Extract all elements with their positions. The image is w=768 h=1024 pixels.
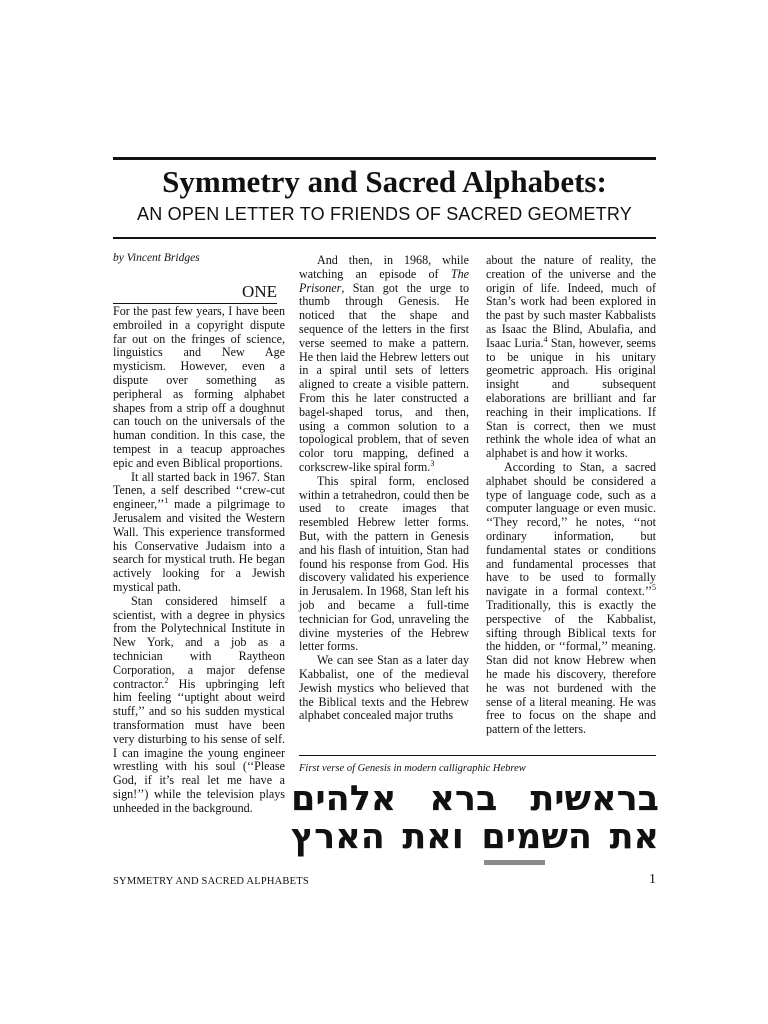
- column-3: [486, 254, 656, 737]
- column-2: [299, 254, 469, 723]
- article-subtitle: AN OPEN LETTER TO FRIENDS OF SACRED GEOMETRY: [137, 204, 632, 224]
- decorative-bar: [484, 860, 545, 865]
- running-footer: SYMMETRY AND SACRED ALPHABETS: [113, 876, 309, 887]
- footnote-ref: 1: [164, 496, 169, 506]
- paragraph: [299, 654, 469, 723]
- footnote-ref: 2: [164, 675, 169, 685]
- figure-rule: [299, 755, 656, 756]
- byline: by Vincent Bridges: [113, 252, 200, 264]
- paragraph-text: His upbringing left him feeling ‘‘uptight about weird stuff,’’ and so his sudden mystical transformation must have been very disturbing to his sense of self. I can imagine the young engineer wrestling with his soul (‘‘Please God, if it’s real let me have a sign!’’) while the television plays unheeded in the background.: [113, 676, 285, 815]
- footnote-ref: 4: [543, 334, 548, 344]
- paragraph-text: Stan, however, seems to be unique in his unitary geometric approach. His original insight and subsequent elaborations are brilliant and far reaching in their implications. If Stan is correct, then we must rethink the whole idea of what an alphabet is and how it works.: [486, 335, 657, 461]
- page-number: 1: [649, 872, 656, 887]
- section-heading: ONE: [242, 282, 277, 301]
- paragraph-text: For the past few years, I have been embroiled in a copyright dispute far out on the fringes of science, linguistics and New Age mysticism. However, even a dispute over something as peripheral as forming alphabet shapes from a strip off a doughnut can touch on the universals of the human condition. In this case, the tempest in a teacup approaches epic and even Biblical proportions.: [113, 304, 285, 470]
- show-title: The Prisoner: [299, 266, 469, 295]
- paragraph: [486, 461, 656, 737]
- paragraph-text: about the nature of reality, the creation of the universe and the origin of life. Indeed, much of Stan’s work had been explored in the past by such master Kabbalists as Isaac the Blind, Abulafia, and Isaac Luria.: [486, 253, 656, 350]
- top-rule: [113, 157, 656, 160]
- paragraph-text: Traditionally, this is exactly the perspective of the Kabbalist, sifting through Biblical texts for the hidden, or ‘‘formal,’’ meaning. Stan did not know Hebrew when he made his discovery, therefore he was not burdened with the sense of a literal meaning. He was free to focus on the shape and pattern of the letters.: [486, 597, 656, 737]
- figure-caption: First verse of Genesis in modern calligraphic Hebrew: [299, 763, 526, 774]
- column-1: [113, 305, 285, 815]
- paragraph: [486, 254, 656, 461]
- hebrew-line-1: בראשית ברא אלהים: [291, 779, 659, 819]
- paragraph-text: And then, in 1968, while watching an episode of: [299, 253, 469, 281]
- paragraph-text: We can see Stan as a later day Kabbalist, one of the medieval Jewish mystics who believed that the Biblical texts and the Hebrew alphabet concealed major truths: [299, 653, 469, 723]
- paragraph-text: Stan considered himself a scientist, with a degree in physics from the Polytechnical Institute in New York, and a job as a technician with Raytheon Corporation, a major defense contractor.: [113, 593, 285, 691]
- footnote-ref: 5: [652, 583, 656, 593]
- hebrew-line-2: את השמים ואת הארץ: [291, 817, 659, 857]
- paragraph-text: made a pilgrimage to Jerusalem and visited the Western Wall. This experience transformed his Conservative Judaism into a search for mystical truth. He began actively looking for a Jewish mystical path.: [113, 497, 285, 594]
- paragraph: [113, 595, 285, 816]
- hebrew-verse-figure: [291, 780, 659, 860]
- subtitle-rule: [113, 237, 656, 239]
- paragraph: [299, 254, 469, 475]
- paragraph-text: , Stan got the urge to thumb through Genesis. He noticed that the shape and sequence of the letters in the first verse seemed to make a pattern. He then laid the Hebrew letters out in a spiral until sets of letters aligned to create a visible pattern. From this he later constructed a bagel-shaped torus, and then, using a common solution to a topological problem, that of seven color toru mapping, defined a corkscrew-like spiral form.: [299, 280, 469, 474]
- paragraph-text: According to Stan, a sacred alphabet should be considered a type of language code, such as a computer language or even music. ‘‘They record,’’ he notes, ‘‘not ordinary information, but fundamental states or conditions and fundamental processes that have to be used to formally navigate in a formal context.’’: [486, 459, 656, 599]
- paragraph-text: This spiral form, enclosed within a tetrahedron, could then be used to create images that resembled Hebrew letter forms. But, with the pattern in Genesis and his flash of intuition, Stan had found his response from God. His discovery validated his experience in Jerusalem. In 1968, Stan left his job and became a full-time technician for God, unraveling the divine mysteries of the Hebrew letter forms.: [299, 473, 469, 654]
- paragraph: [113, 471, 285, 595]
- paragraph: [299, 475, 469, 654]
- article-title: Symmetry and Sacred Alphabets:: [162, 164, 607, 199]
- footnote-ref: 3: [430, 458, 435, 468]
- paragraph: [113, 305, 285, 471]
- paragraph-text: It all started back in 1967. Stan Tenen, a self described ‘‘crew-cut engineer,’’: [113, 469, 285, 512]
